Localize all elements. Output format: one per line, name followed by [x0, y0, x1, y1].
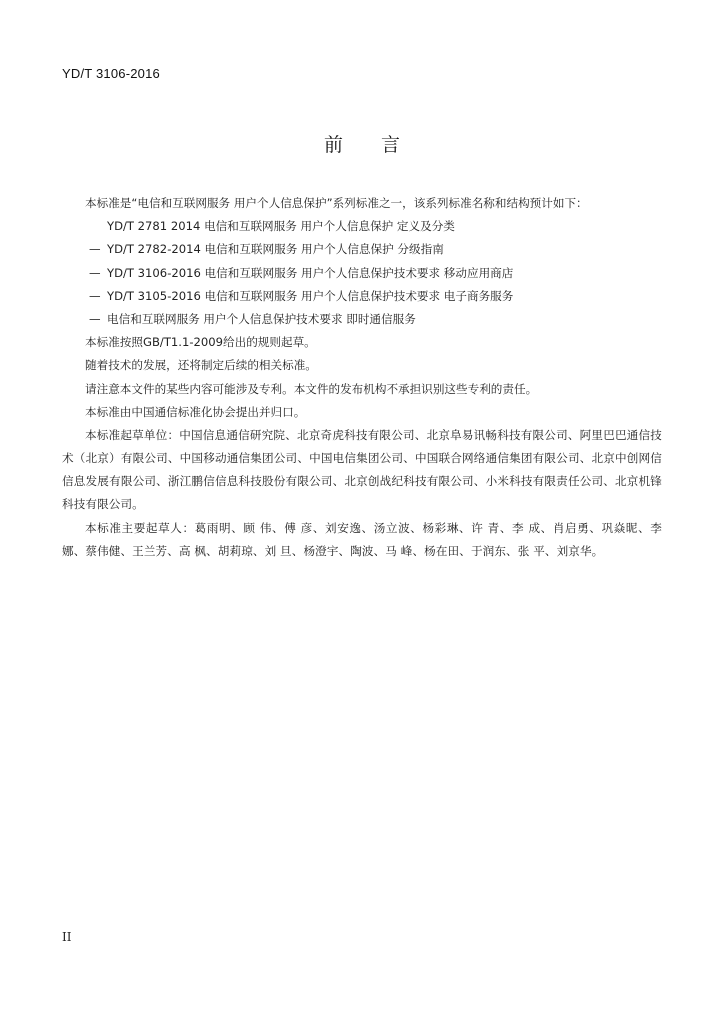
title-part-1: 前 [323, 134, 343, 156]
series-item [62, 215, 662, 238]
series-item [62, 285, 662, 308]
follow-up-paragraph: 随着技术的发展，还将制定后续的相关标准。 [85, 358, 317, 373]
proposer-paragraph: 本标准由中国通信标准化协会提出并归口。 [85, 404, 306, 419]
series-dash: — [89, 242, 101, 257]
series-item-text: YD/T 2781 2014 电信和互联网服务 用户个人信息保护 定义及分类 [107, 219, 455, 234]
series-dash: — [89, 311, 101, 326]
foreword-body [62, 192, 662, 563]
series-item-text: YD/T 3105-2016 电信和互联网服务 用户个人信息保护技术要求 电子商务服务 [107, 288, 514, 303]
document-code: YD/T 3106-2016 [62, 66, 160, 81]
page-title [0, 130, 724, 157]
series-dash: — [89, 288, 101, 303]
series-item [62, 262, 662, 285]
drafters-paragraph: 本标准主要起草人：葛雨明、顾 伟、傅 彦、刘安逸、汤立波、杨彩琳、许 青、李 成、肖启勇、巩焱昵、李 娜、蔡伟健、王兰芳、高 枫、胡莉琼、刘 旦、杨澄宇、陶波、马 峰、杨在田、于润东、张 平、刘京华。 [62, 520, 662, 558]
page-number: II [62, 930, 72, 944]
series-item-text: YD/T 2782-2014 电信和互联网服务 用户个人信息保护 分级指南 [107, 242, 444, 257]
patent-notice-paragraph: 请注意本文件的某些内容可能涉及专利。本文件的发布机构不承担识别这些专利的责任。 [85, 381, 538, 396]
series-item-text: 电信和互联网服务 用户个人信息保护技术要求 即时通信服务 [107, 311, 416, 326]
title-part-2: 言 [381, 134, 401, 156]
series-item-text: YD/T 3106-2016 电信和互联网服务 用户个人信息保护技术要求 移动应用商店 [107, 265, 514, 280]
drafting-rule-paragraph: 本标准按照GB/T1.1-2009给出的规则起草。 [85, 335, 316, 350]
intro-paragraph: 本标准是“电信和互联网服务 用户个人信息保护”系列标准之一，该系列标准名称和结构预计如下： [85, 196, 588, 210]
series-dash: — [89, 265, 101, 280]
series-item [62, 308, 662, 331]
series-item [62, 238, 662, 261]
drafting-units-paragraph: 本标准起草单位：中国信息通信研究院、北京奇虎科技有限公司、北京阜易讯畅科技有限公司、阿里巴巴通信技术（北京）有限公司、中国移动通信集团公司、中国电信集团公司、中国联合网络通信集团有限公司、北京中创网信信息发展有限公司、浙江鹏信信息科技股份有限公司、北京创战纪科技有限公司、小米科技有限责任公司、北京机锋科技有限公司。 [62, 427, 662, 512]
